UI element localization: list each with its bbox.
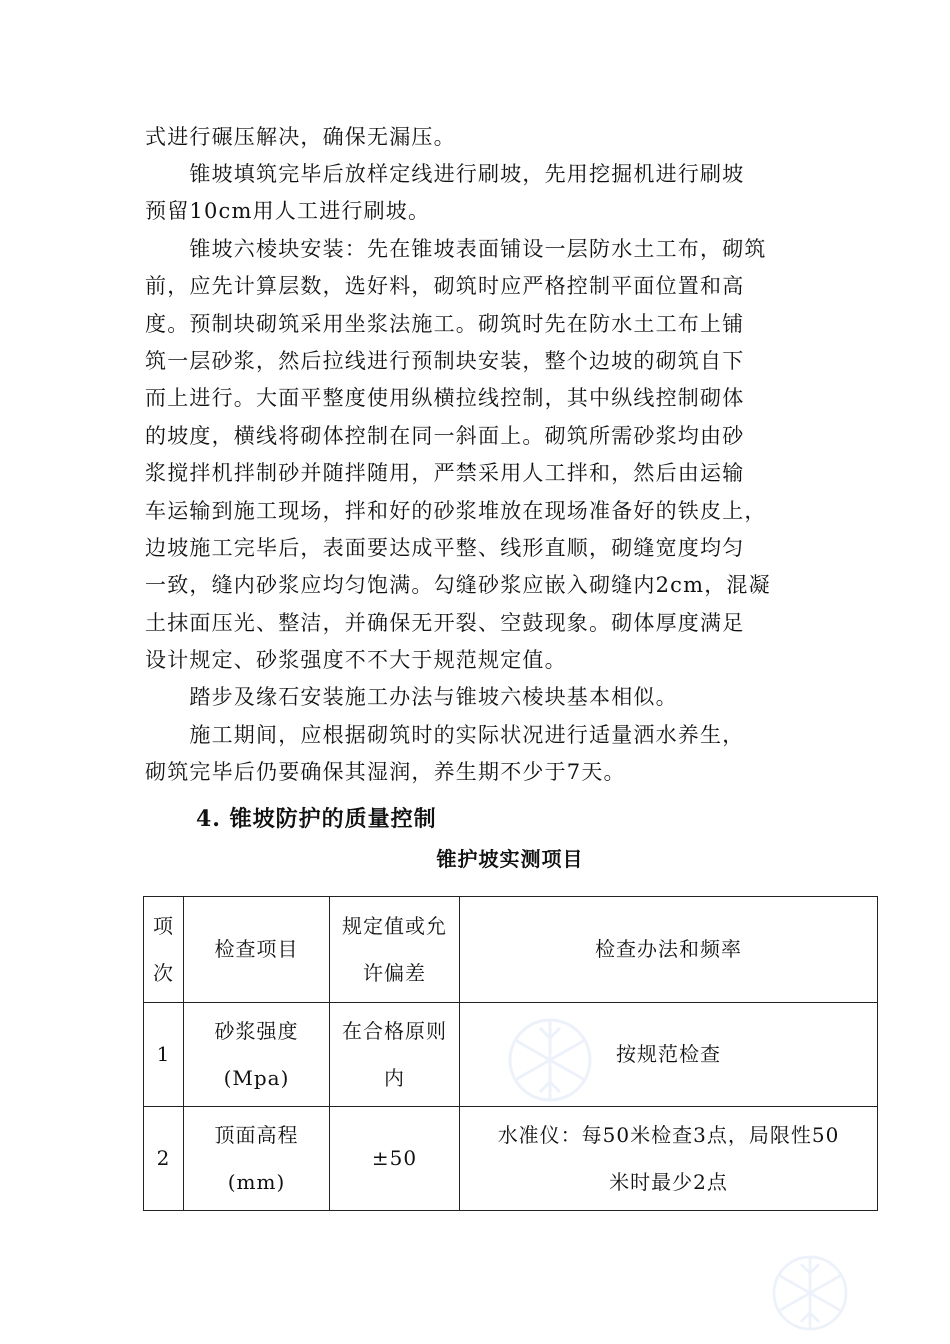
paragraph-line: 一致，缝内砂浆应均匀饱满。勾缝砂浆应嵌入砌缝内2cm，混凝 — [145, 573, 771, 597]
cell-item-line: 顶面高程 — [214, 1122, 299, 1147]
header-no — [144, 897, 184, 1003]
paragraph-line: 踏步及缘石安装施工办法与锥坡六棱块基本相似。 — [145, 685, 678, 709]
header-spec-line: 许偏差 — [363, 960, 426, 985]
paragraph-line: 锥坡六棱块安装：先在锥坡表面铺设一层防水土工布，砌筑 — [145, 237, 767, 261]
paragraph-line: 浆搅拌机拌制砂并随拌随用，严禁采用人工拌和，然后由运输 — [145, 461, 745, 485]
paragraph-line: 预留10cm用人工进行刷坡。 — [145, 199, 431, 223]
cell-spec-line: 在合格原则 — [342, 1018, 447, 1043]
section-heading: 4. 锥坡防护的质量控制 — [196, 806, 437, 832]
paragraph-line: 边坡施工完毕后，表面要达成平整、线形直顺，砌缝宽度均匀 — [145, 536, 745, 560]
snowflake-watermark-icon — [765, 1248, 855, 1338]
paragraph-line: 车运输到施工现场，拌和好的砂浆堆放在现场准备好的铁皮上， — [145, 499, 767, 523]
cell-no: 2 — [144, 1107, 184, 1211]
cell-method-line: 米时最少2点 — [609, 1169, 728, 1194]
header-spec-line: 规定值或允 — [342, 913, 447, 938]
header-spec — [330, 897, 460, 1003]
header-item: 检查项目 — [184, 897, 330, 1003]
cell-spec-line: 内 — [384, 1065, 405, 1090]
cell-spec: ±50 — [330, 1107, 460, 1211]
header-no-line: 项 — [153, 913, 174, 938]
snowflake-watermark-icon — [500, 1010, 600, 1110]
paragraph-line: 施工期间，应根据砌筑时的实际状况进行适量洒水养生， — [145, 723, 745, 747]
cell-method: 按规范检查 — [460, 1003, 878, 1107]
paragraph-line: 土抹面压光、整洁，并确保无开裂、空鼓现象。砌体厚度满足 — [145, 611, 745, 635]
header-method: 检查办法和频率 — [460, 897, 878, 1003]
cell-item-line: (mm) — [227, 1169, 286, 1194]
cell-item-line: (Mpa) — [223, 1065, 290, 1090]
paragraph-line: 而上进行。大面平整度使用纵横拉线控制，其中纵线控制砌体 — [145, 386, 745, 410]
paragraph-line: 锥坡填筑完毕后放样定线进行刷坡，先用挖掘机进行刷坡 — [145, 162, 745, 186]
header-no-line: 次 — [153, 960, 174, 985]
paragraph-line: 的坡度，横线将砌体控制在同一斜面上。砌筑所需砂浆均由砂 — [145, 424, 745, 448]
table-title: 锥护坡实测项目 — [436, 847, 584, 871]
paragraph-line: 式进行碾压解决，确保无漏压。 — [145, 125, 456, 149]
cell-item — [184, 1107, 330, 1211]
table-header-row — [144, 897, 878, 1003]
cell-item — [184, 1003, 330, 1107]
paragraph-line: 度。预制块砌筑采用坐浆法施工。砌筑时先在防水土工布上铺 — [145, 312, 745, 336]
cell-method — [460, 1107, 878, 1211]
cell-method-line: 水准仪：每50米检查3点，局限性50 — [497, 1122, 840, 1147]
cell-spec — [330, 1003, 460, 1107]
table-row — [144, 1107, 878, 1211]
paragraph-line: 砌筑完毕后仍要确保其湿润，养生期不少于7天。 — [145, 760, 626, 784]
paragraph-line: 前，应先计算层数，选好料，砌筑时应严格控制平面位置和高 — [145, 274, 745, 298]
paragraph-line: 设计规定、砂浆强度不不大于规范规定值。 — [145, 648, 567, 672]
cell-item-line: 砂浆强度 — [214, 1018, 299, 1043]
cell-no: 1 — [144, 1003, 184, 1107]
paragraph-line: 筑一层砂浆，然后拉线进行预制块安装，整个边坡的砌筑自下 — [145, 349, 745, 373]
